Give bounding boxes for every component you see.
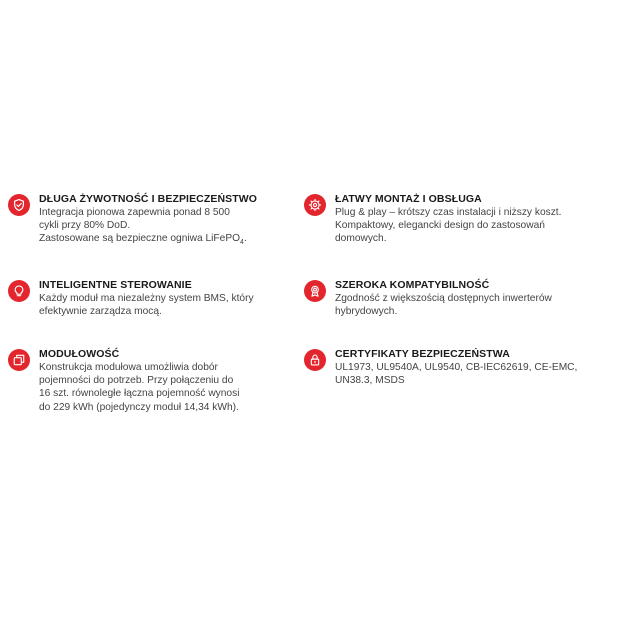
feature-line: pojemności do potrzeb. Przy połączeniu do [39, 375, 234, 387]
feature-description [39, 292, 254, 318]
feature-line: UN38.3, MSDS [335, 375, 405, 387]
feature-title: DŁUGA ŻYWOTNOŚĆ I BEZPIECZEŃSTWO [39, 193, 258, 205]
feature-easy-installation [304, 193, 561, 246]
feature-wide-compatibility [304, 279, 552, 318]
feature-description [39, 361, 239, 414]
feature-line: do 229 kWh (pojedynczy moduł 14,34 kWh). [39, 401, 239, 413]
feature-line: efektywnie zarządza mocą. [39, 306, 162, 318]
feature-title: INTELIGENTNE STEROWANIE [39, 279, 192, 291]
feature-line: Plug & play – krótszy czas instalacji i niższy koszt. [335, 207, 562, 218]
shield-check-icon [8, 194, 30, 216]
line-suffix: . [243, 233, 247, 245]
feature-line: UL1973, UL9540A, UL9540, CB-IEC62619, CE-EMC, [335, 362, 578, 373]
subscript-4: 4 [240, 239, 244, 247]
feature-long-life-safety [8, 193, 257, 246]
award-ribbon-icon [304, 280, 326, 302]
feature-line: hybrydowych. [335, 306, 398, 318]
feature-title: SZEROKA KOMPATYBILNOŚĆ [335, 279, 490, 291]
feature-line-with-formula [39, 232, 257, 245]
feature-line: Konstrukcja modułowa umożliwia dobór [39, 362, 218, 373]
feature-safety-certificates [304, 348, 577, 387]
feature-line: Zastosowane są bezpieczne ogniwa LiFePO [39, 233, 241, 245]
feature-modularity [8, 348, 239, 414]
padlock-icon [304, 349, 326, 371]
feature-line: domowych. [335, 233, 387, 245]
gear-badge-icon [304, 194, 326, 216]
feature-title: ŁATWY MONTAŻ I OBSŁUGA [335, 193, 482, 205]
feature-line: Zgodność z większością dostępnych inwerterów [335, 293, 552, 304]
feature-description [335, 292, 552, 318]
lightbulb-icon [8, 280, 30, 302]
feature-description [335, 361, 577, 387]
feature-smart-control [8, 279, 254, 318]
feature-title: MODUŁOWOŚĆ [39, 348, 120, 360]
feature-line: cykli przy 80% DoD. [39, 220, 131, 232]
feature-line: 16 szt. równoległe łączna pojemność wynosi [39, 388, 240, 400]
feature-line: Integracja pionowa zapewnia ponad 8 500 [39, 207, 230, 218]
feature-line: Kompaktowy, elegancki design do zastosowań [335, 220, 545, 232]
feature-line: Każdy moduł ma niezależny system BMS, który [39, 293, 254, 304]
feature-description [335, 206, 561, 246]
feature-title: CERTYFIKATY BEZPIECZEŃSTWA [335, 348, 510, 360]
feature-description [39, 206, 257, 246]
stacked-squares-icon [8, 349, 30, 371]
